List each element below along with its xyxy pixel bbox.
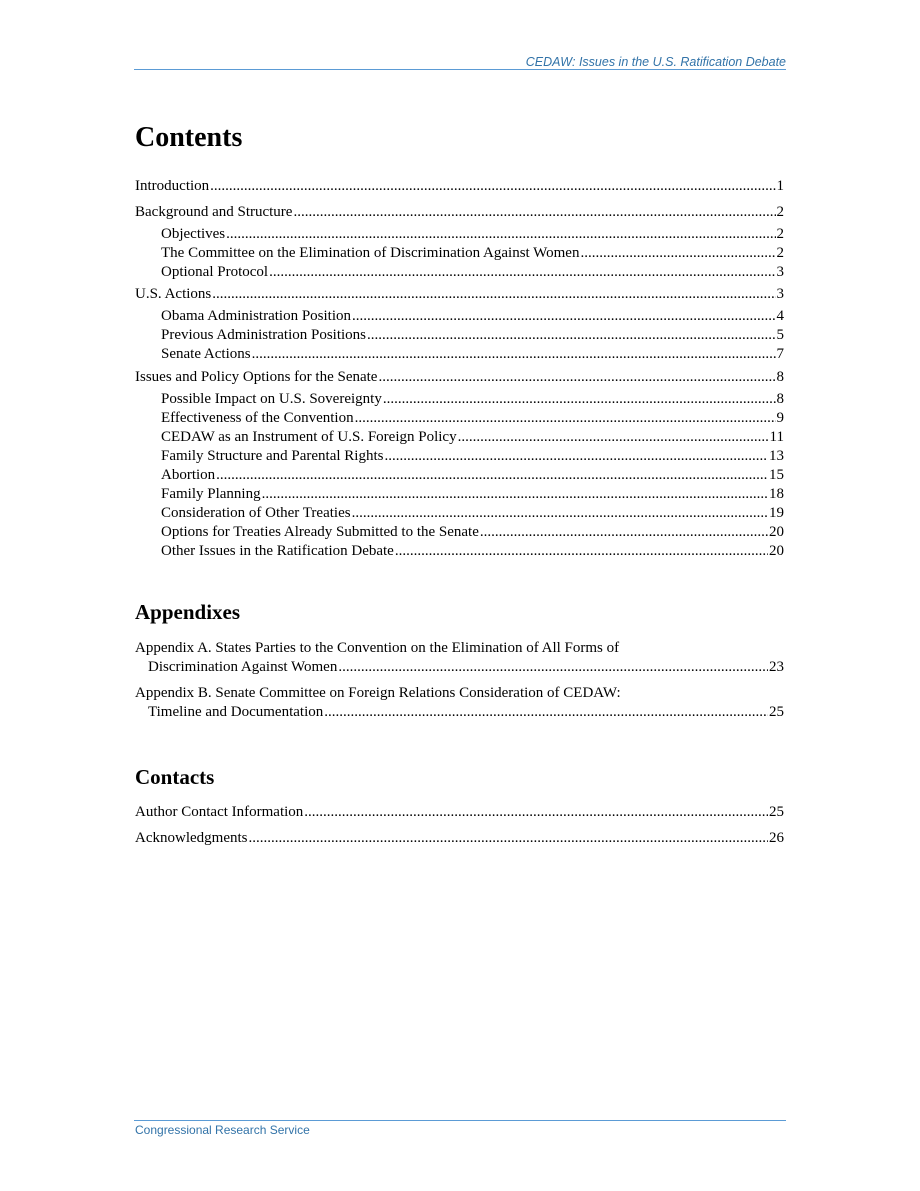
toc-leader [384,447,768,466]
toc-leader [383,390,776,409]
running-header: CEDAW: Issues in the U.S. Ratification Debate [525,55,786,69]
toc-label: Introduction [135,178,210,194]
toc-entry-other-issues[interactable] [161,542,784,561]
toc-entry-treaty-options[interactable] [161,523,784,542]
toc-label: Previous Administration Positions [161,327,367,343]
toc-page-number: 13 [769,448,784,464]
toc-leader [210,177,775,196]
toc-leader [216,466,768,485]
toc-label: Optional Protocol [161,264,269,280]
toc-label: Senate Actions [161,346,251,362]
toc-entry-sovereignty[interactable] [161,390,784,409]
toc-entry-author-contact[interactable] [135,803,784,822]
toc-page-number: 4 [776,308,784,324]
toc-label-line1: Appendix B. Senate Committee on Foreign Relations Consideration of CEDAW: [135,685,621,701]
toc-leader [262,485,768,504]
header-rule [134,69,786,70]
toc-leader [293,203,775,222]
toc-page-number: 3 [776,286,784,302]
toc-page-number: 19 [769,505,784,521]
toc-leader [378,368,775,387]
toc-entry-committee[interactable] [161,244,784,263]
toc-page-number: 11 [769,429,784,445]
toc-label: Objectives [161,226,226,242]
toc-entry-introduction[interactable] [135,177,784,196]
contents-title: Contents [135,122,243,153]
toc-leader [226,225,775,244]
toc-entry-us-actions[interactable] [135,285,784,304]
toc-entry-foreign-policy[interactable] [161,428,784,447]
toc-label: Background and Structure [135,204,293,220]
toc-page-number: 20 [769,524,784,540]
toc-label-line2: Timeline and Documentation [148,704,324,720]
toc-page-number: 9 [776,410,784,426]
toc-page-number: 5 [776,327,784,343]
toc-entry-senate-actions[interactable] [161,345,784,364]
toc-entry-effectiveness[interactable] [161,409,784,428]
toc-page-number: 8 [776,391,784,407]
toc-page-number: 18 [769,486,784,502]
footer-org: Congressional Research Service [135,1123,310,1137]
toc-leader [352,307,776,326]
toc-label: CEDAW as an Instrument of U.S. Foreign Policy [161,429,457,445]
toc-leader [352,504,768,523]
toc-page-number: 15 [769,467,784,483]
toc-entry-other-treaties[interactable] [161,504,784,523]
toc-leader [269,263,775,282]
toc-page-number: 2 [776,204,784,220]
toc-entry-previous-positions[interactable] [161,326,784,345]
toc-leader [248,829,768,848]
toc-page-number: 25 [769,704,784,720]
toc-label-line1: Appendix A. States Parties to the Convention on the Elimination of All Forms of [135,640,620,656]
toc-label: Author Contact Information [135,804,304,820]
toc-leader [212,285,775,304]
toc-entry-abortion[interactable] [161,466,784,485]
toc-label: Abortion [161,467,216,483]
toc-entry-background[interactable] [135,203,784,222]
toc-page-number: 7 [776,346,784,362]
toc-label: The Committee on the Elimination of Discrimination Against Women [161,245,580,261]
toc-page-number: 2 [776,245,784,261]
toc-entry-appendix-b[interactable] [135,684,784,722]
toc-label: Obama Administration Position [161,308,351,324]
toc-entry-appendix-a[interactable] [135,639,784,677]
toc-page-number: 3 [776,264,784,280]
toc-leader [355,409,776,428]
toc-leader [338,658,768,677]
toc-leader [580,244,775,263]
toc-label: Family Structure and Parental Rights [161,448,384,464]
toc-label-line2: Discrimination Against Women [148,659,338,675]
toc-label: Issues and Policy Options for the Senate [135,369,378,385]
toc-leader [395,542,768,561]
toc-page-number: 25 [769,804,784,820]
toc-label: U.S. Actions [135,286,212,302]
toc-entry-obama-position[interactable] [161,307,784,326]
toc-leader [252,345,776,364]
toc-entry-family-structure[interactable] [161,447,784,466]
toc-entry-issues-policy[interactable] [135,368,784,387]
toc-page-number: 20 [769,543,784,559]
toc-leader [480,523,768,542]
toc-entry-acknowledgments[interactable] [135,829,784,848]
toc-page-number: 2 [776,226,784,242]
toc-leader [304,803,768,822]
toc-page-number: 8 [776,369,784,385]
toc-leader [458,428,769,447]
toc-label: Other Issues in the Ratification Debate [161,543,394,559]
toc-label: Options for Treaties Already Submitted to the Senate [161,524,479,540]
footer-rule [134,1120,786,1121]
contacts-title: Contacts [135,765,215,789]
toc-label: Possible Impact on U.S. Sovereignty [161,391,382,407]
toc-page-number: 1 [776,178,784,194]
appendixes-title: Appendixes [135,600,241,624]
toc-label: Family Planning [161,486,261,502]
toc-label: Effectiveness of the Convention [161,410,354,426]
toc-page-number: 26 [769,830,784,846]
toc-leader [324,703,768,722]
toc-label: Consideration of Other Treaties [161,505,351,521]
toc-entry-optional-protocol[interactable] [161,263,784,282]
toc-page-number: 23 [769,659,784,675]
toc-leader [367,326,775,345]
toc-entry-family-planning[interactable] [161,485,784,504]
toc-entry-objectives[interactable] [161,225,784,244]
toc-label: Acknowledgments [135,830,248,846]
